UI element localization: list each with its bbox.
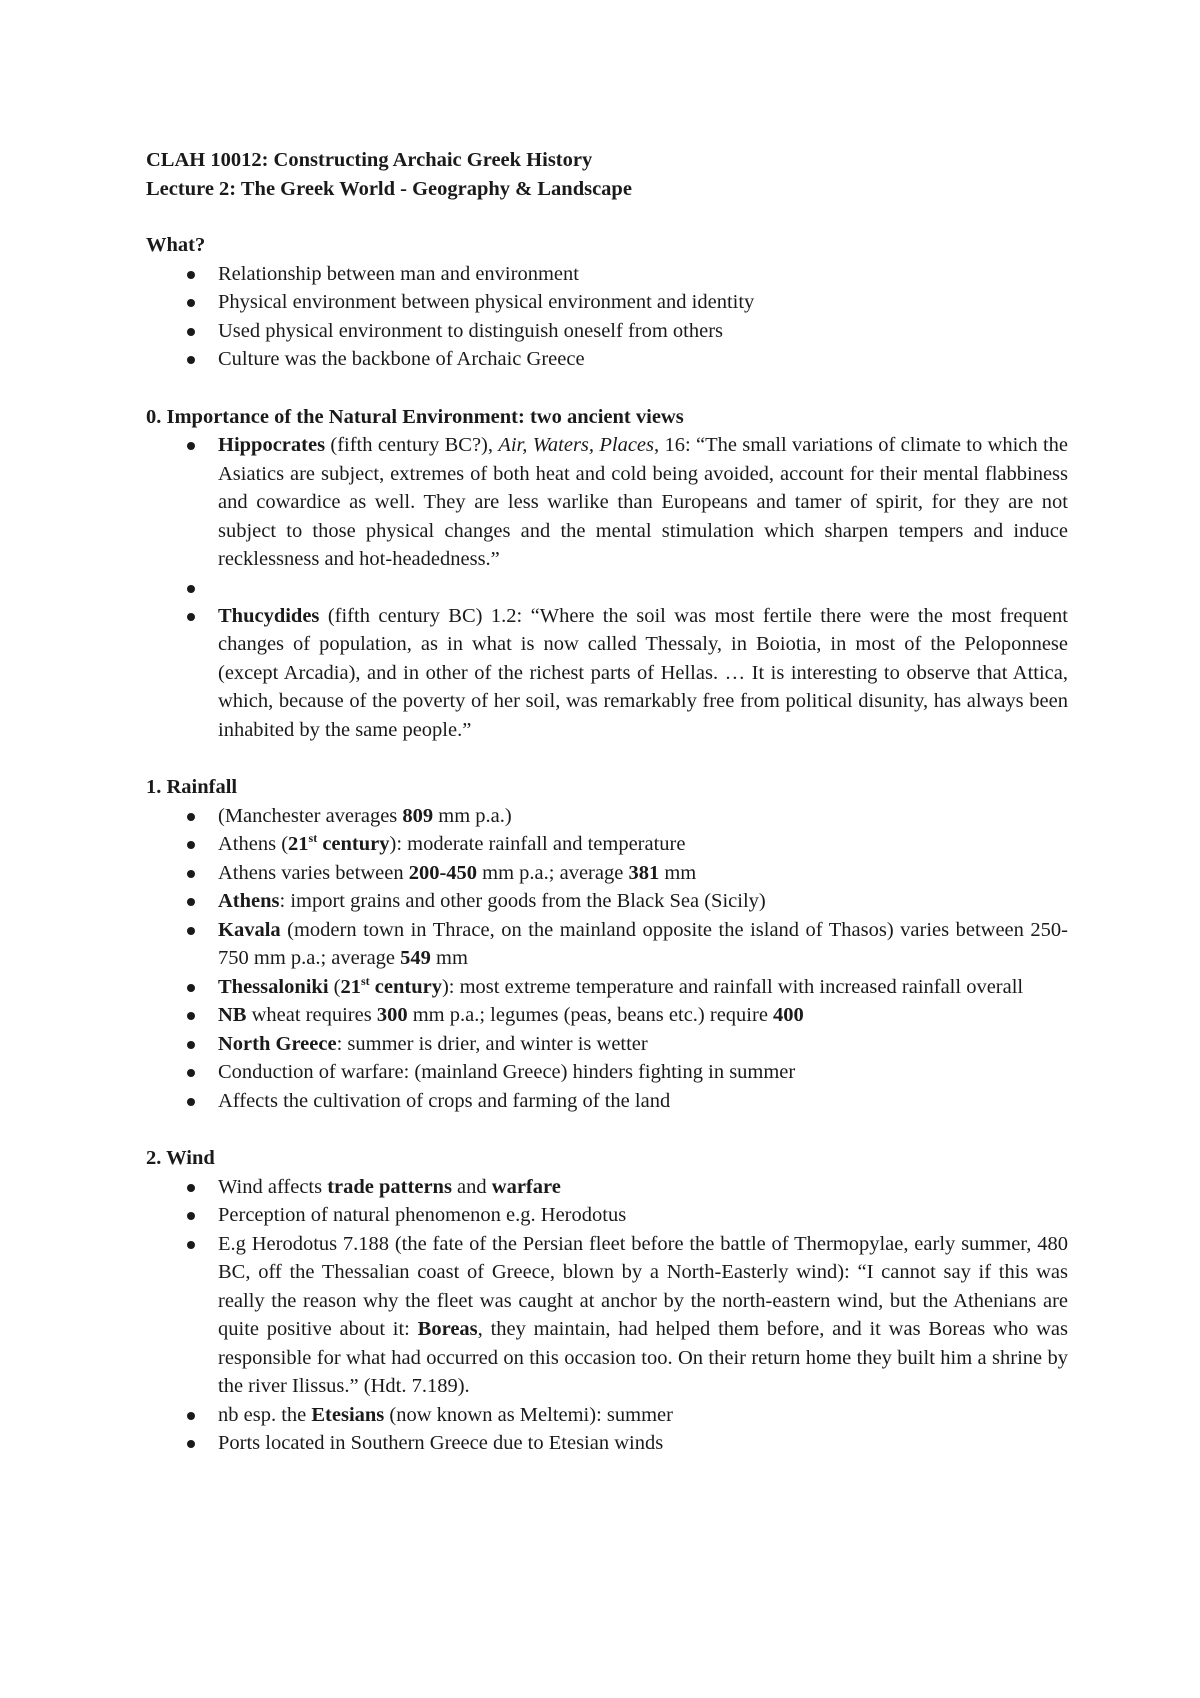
list-item: Wind affects trade patterns and warfare xyxy=(218,1173,1068,1202)
lecture-title: Lecture 2: The Greek World - Geography & Landscape xyxy=(146,177,632,200)
list-item-hippocrates: Hippocrates (fifth century BC?), Air, Waters, Places, 16: “The small variations of climate to which the Asiatics are subject, extremes of both heat and cold being avoided, account for their mental flabbiness and cowardice as well. They are less warlike than Europeans and tamer of spirit, for they are not subject to those physical changes and the mental stimulation which sharpen tempers and induce recklessness and hot-headedness.” xyxy=(218,431,1068,574)
list-item: Thessaloniki (21st century): most extreme temperature and rainfall with increased rainfall overall xyxy=(218,973,1068,1002)
list-item: Kavala (modern town in Thrace, on the mainland opposite the island of Thasos) varies between 250-750 mm p.a.; average 549 mm xyxy=(218,916,1068,973)
section-0-heading: 0. Importance of the Natural Environment: two ancient views xyxy=(146,405,684,428)
quote-text: (fifth century BC) 1.2: “Where the soil was most fertile there were the most frequent changes of population, as in what is now called Thessaly, in Boiotia, in most of the Peloponnese (except Arcadia), and in other of the richest parts of Hellas. … It is interesting to observe that Attica, which, because of the poverty of her soil, was remarkably free from political disunity, has always been inhabited by the same people.” xyxy=(218,604,1068,741)
spacer xyxy=(218,574,1068,602)
list-item: Athens: import grains and other goods from the Black Sea (Sicily) xyxy=(218,887,1068,916)
work-title: Air, Waters, Places xyxy=(498,434,655,456)
section-1-heading: 1. Rainfall xyxy=(146,776,238,798)
section-2-list xyxy=(146,1173,1068,1458)
list-item: nb esp. the Etesians (now known as Meltemi): summer xyxy=(218,1401,1068,1430)
list-item: Ports located in Southern Greece due to Etesian winds xyxy=(218,1429,1068,1458)
section-0-list xyxy=(146,431,1068,744)
list-item: Athens varies between 200-450 mm p.a.; average 381 mm xyxy=(218,859,1068,888)
list-item: North Greece: summer is drier, and winter is wetter xyxy=(218,1030,1068,1059)
list-item: Athens (21st century): moderate rainfall and temperature xyxy=(218,830,1068,859)
list-item: Conduction of warfare: (mainland Greece) hinders fighting in summer xyxy=(218,1058,1068,1087)
section-1-list xyxy=(146,802,1068,1116)
list-item: Relationship between man and environment xyxy=(218,260,1068,289)
list-item: Physical environment between physical environment and identity xyxy=(218,288,1068,317)
what-list xyxy=(146,260,1068,374)
list-item: Used physical environment to distinguish oneself from others xyxy=(218,317,1068,346)
list-item: Affects the cultivation of crops and farming of the land xyxy=(218,1087,1068,1116)
author-name: Hippocrates xyxy=(218,434,326,456)
course-title: CLAH 10012: Constructing Archaic Greek History xyxy=(146,149,593,171)
author-name: Thucydides xyxy=(218,604,320,627)
list-item: NB wheat requires 300 mm p.a.; legumes (peas, beans etc.) require 400 xyxy=(218,1001,1068,1030)
list-item-thucydides xyxy=(218,602,1068,745)
quote-text: , 16: “The small variations of climate to which the Asiatics are subject, extremes of both heat and cold being avoided, account for their mental flabbiness and cowardice as well. They are less warlike than Europeans and tamer of spirit, for they are not subject to those physical changes and the mental stimulation which sharpen tempers and induce recklessness and hot-headedness.” xyxy=(218,434,1068,570)
what-heading: What? xyxy=(146,234,206,256)
list-item: Perception of natural phenomenon e.g. Herodotus xyxy=(218,1201,1068,1230)
list-item: (Manchester averages 809 mm p.a.) xyxy=(218,802,1068,831)
list-item: Culture was the backbone of Archaic Greece xyxy=(218,345,1068,374)
document-page xyxy=(146,146,1068,1458)
section-2-heading: 2. Wind xyxy=(146,1147,215,1169)
list-item-herodotus: E.g Herodotus 7.188 (the fate of the Persian fleet before the battle of Thermopylae, early summer, 480 BC, off the Thessalian coast of Greece, blown by a North-Easterly wind): “I cannot say if this was really the reason why the fleet was caught at anchor by the north-eastern wind, but the Athenians are quite positive about it: Boreas, they maintain, had helped them before, and it was Boreas who was responsible for what had occurred on this occasion too. On their return home they built him a shrine by the river Ilissus.” (Hdt. 7.189). xyxy=(218,1230,1068,1401)
